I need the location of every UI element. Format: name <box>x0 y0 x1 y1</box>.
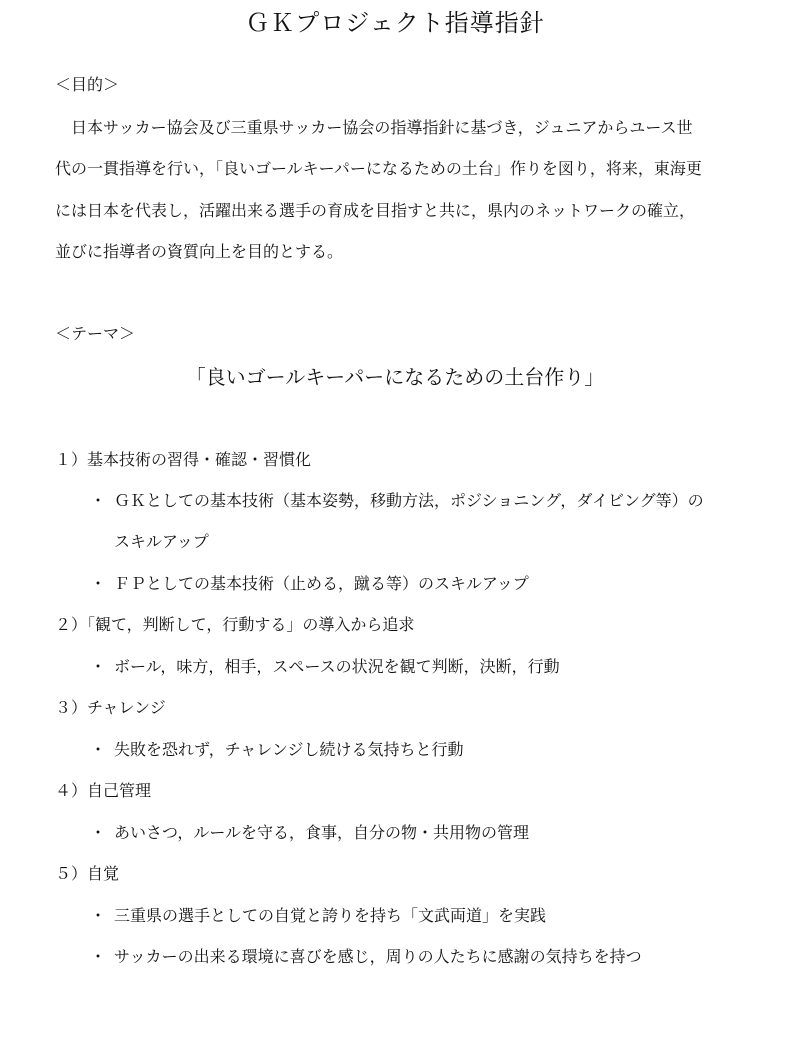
item-1-bullet-1-continued: スキルアップ <box>114 532 209 551</box>
bullet-mark: ・ <box>90 740 107 759</box>
bullet-text: 三重県の選手としての自覚と誇りを持ち「文武両道」を実践 <box>114 906 547 925</box>
item-1-bullet-1 <box>90 490 704 512</box>
item-5-bullet-2 <box>90 946 642 968</box>
theme-heading: ＜テーマ＞ <box>55 324 136 343</box>
bullet-text: ボール，味方，相手，スペースの状況を観て判断，決断，行動 <box>114 657 560 676</box>
item-3-bullet-1 <box>90 739 463 761</box>
item-4-bullet-1 <box>90 822 529 844</box>
item-1-label: １）基本技術の習得・確認・習慣化 <box>55 450 312 469</box>
bullet-text: ＧＫとしての基本技術（基本姿勢，移動方法，ポジショニング，ダイビング等）の <box>114 491 704 510</box>
item-2-bullet-1 <box>90 656 560 678</box>
purpose-line-1: 日本サッカー協会及び三重県サッカー協会の指導指針に基づき，ジュニアからユース世 <box>55 118 693 137</box>
bullet-text: サッカーの出来る環境に喜びを感じ，周りの人たちに感謝の気持ちを持つ <box>114 947 642 966</box>
bullet-mark: ・ <box>90 906 107 925</box>
purpose-line-4: 並びに指導者の資質向上を目的とする。 <box>55 242 344 261</box>
item-5-bullet-1 <box>90 905 546 927</box>
bullet-mark: ・ <box>90 574 107 593</box>
item-5-label: ５）自覚 <box>55 864 120 883</box>
bullet-text: ＦＰとしての基本技術（止める，蹴る等）のスキルアップ <box>114 574 529 593</box>
bullet-text: あいさつ，ルールを守る，食事，自分の物・共用物の管理 <box>114 823 530 842</box>
item-4-label: ４）自己管理 <box>55 781 152 800</box>
bullet-text: 失敗を恐れず，チャレンジし続ける気持ちと行動 <box>114 740 464 759</box>
item-3-label: ３）チャレンジ <box>55 698 166 717</box>
item-1-bullet-2 <box>90 573 529 595</box>
purpose-line-3: には日本を代表し，活躍出来る選手の育成を目指すと共に，県内のネットワークの確立， <box>55 201 696 220</box>
bullet-mark: ・ <box>90 823 107 842</box>
bullet-mark: ・ <box>90 657 107 676</box>
item-2-label: ２）「観て，判断して，行動する」の導入から追求 <box>55 615 415 634</box>
theme-text: 「良いゴールキーパーになるための土台作り」 <box>185 365 605 389</box>
document-title: ＧＫプロジェクト指導指針 <box>245 9 545 37</box>
bullet-mark: ・ <box>90 491 107 510</box>
purpose-heading: ＜目的＞ <box>55 75 120 94</box>
bullet-mark: ・ <box>90 947 107 966</box>
purpose-line-2: 代の一貫指導を行い，「良いゴールキーパーになるための土台」作りを図り，将来，東海更 <box>55 159 702 178</box>
